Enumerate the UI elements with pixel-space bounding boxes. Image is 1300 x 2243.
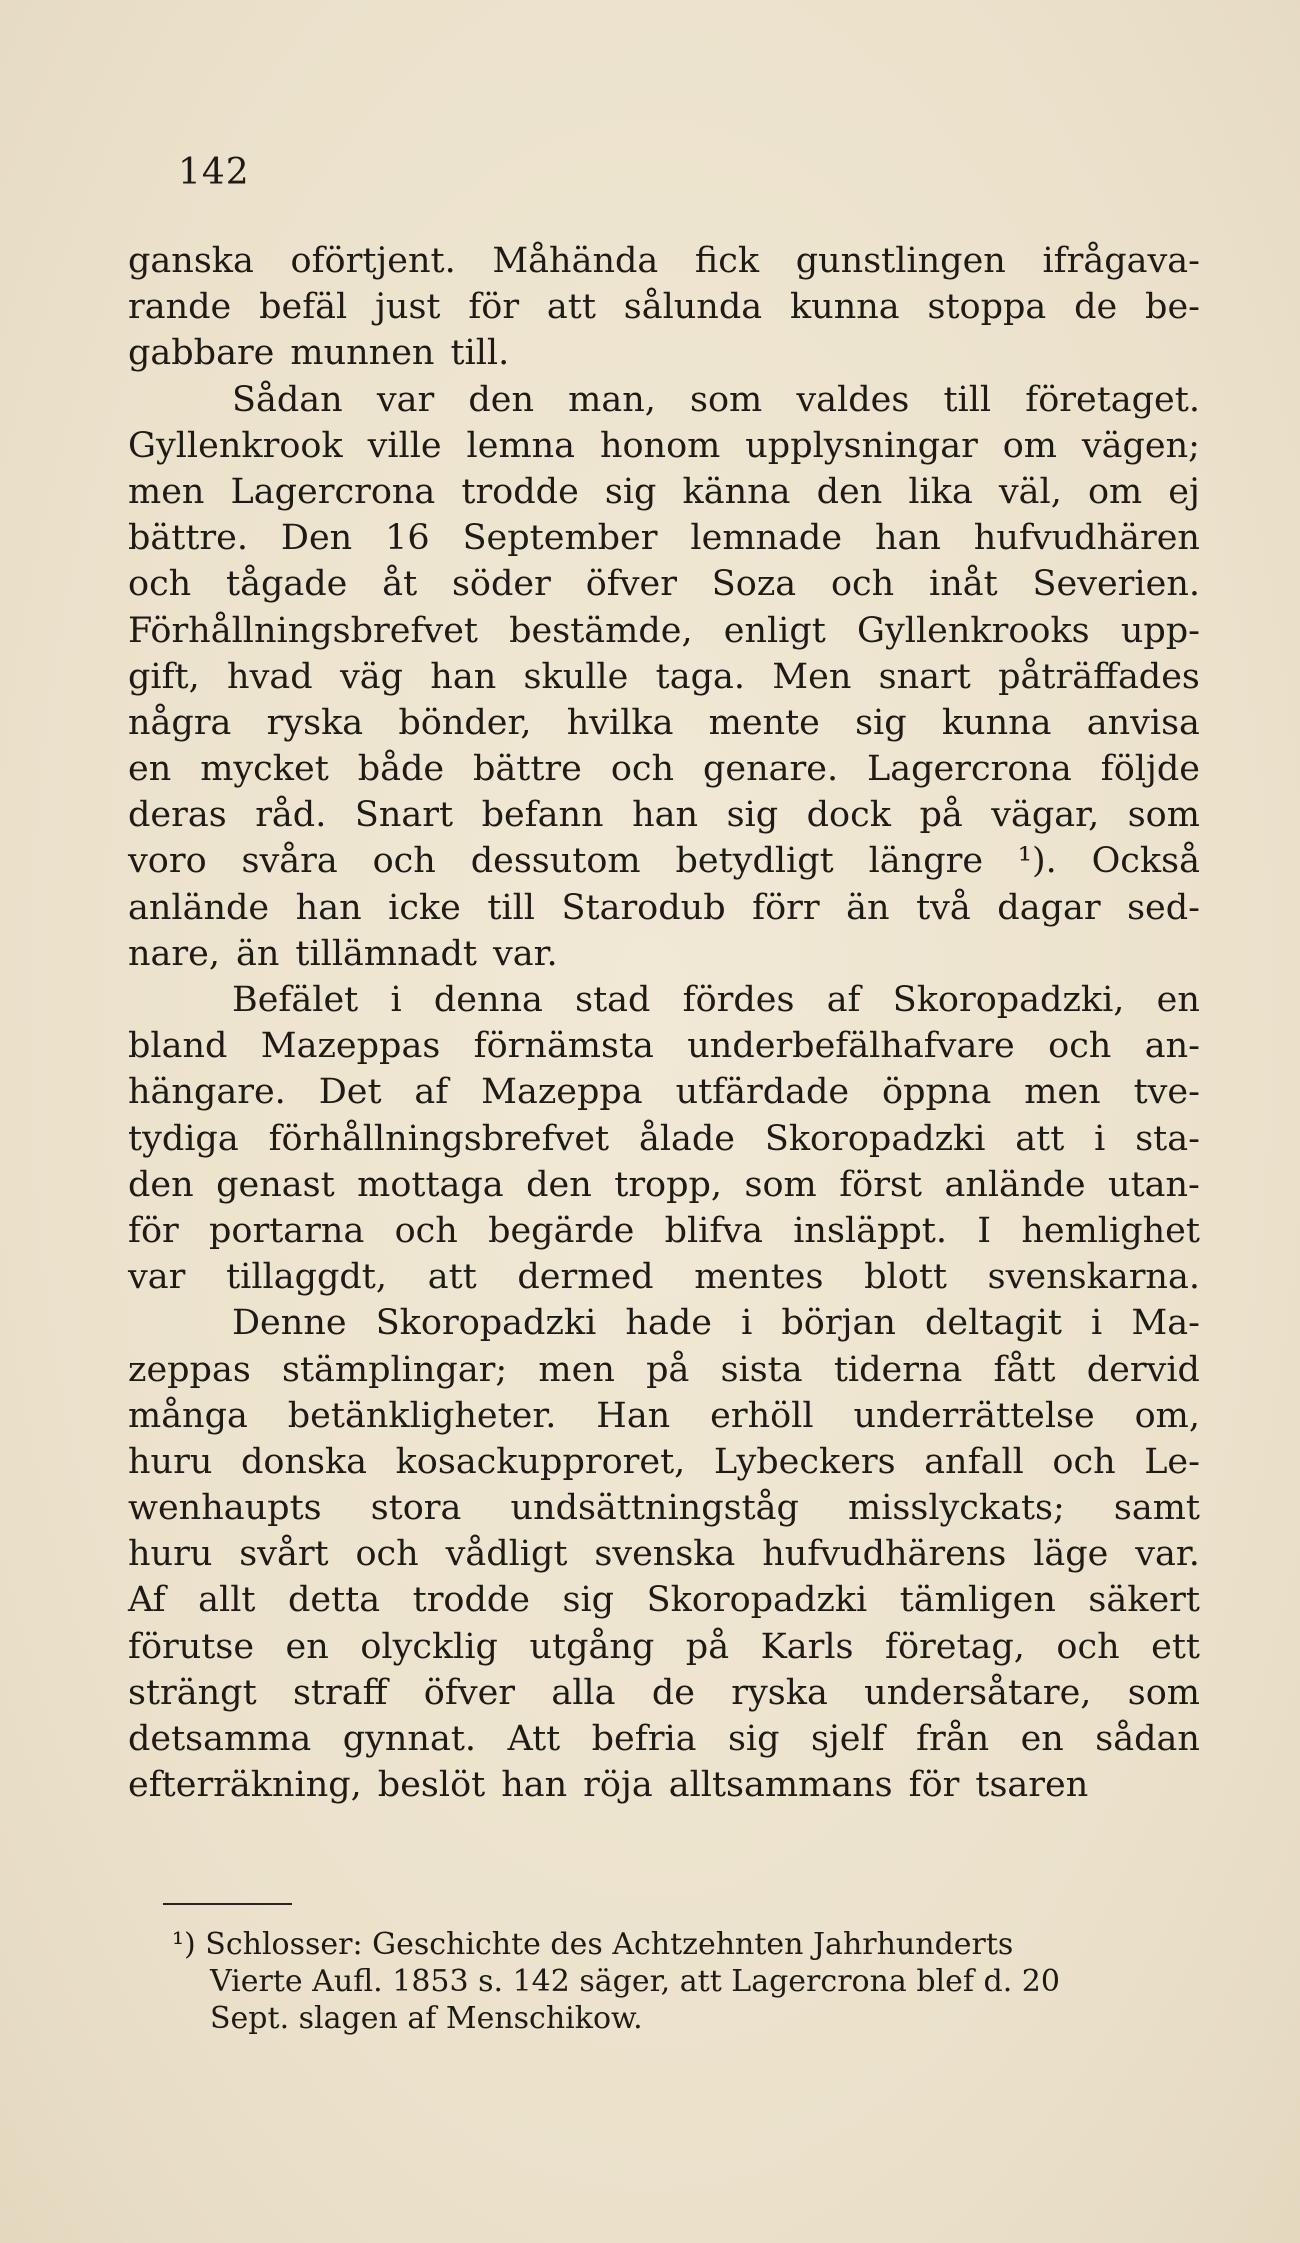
word: och xyxy=(372,841,436,882)
word: han xyxy=(874,518,941,559)
word: lemna xyxy=(466,425,576,466)
word: sålunda xyxy=(623,287,763,328)
word: stad xyxy=(575,980,651,1020)
word: var xyxy=(128,1257,186,1298)
word: hvilka xyxy=(566,702,674,743)
word: Men xyxy=(772,656,852,697)
word: de xyxy=(1074,287,1118,328)
word: men xyxy=(128,471,205,512)
text-line xyxy=(128,1069,1200,1115)
word: den xyxy=(128,1164,194,1205)
word: för xyxy=(908,1765,960,1806)
word: befria xyxy=(591,1719,697,1759)
word: om, xyxy=(1134,1395,1200,1436)
word: upplysningar xyxy=(745,425,978,466)
word: bönder, xyxy=(398,702,532,743)
word: och xyxy=(394,1210,458,1251)
word: känna xyxy=(682,471,791,512)
word: genare. xyxy=(702,749,839,790)
word: oförtjent. xyxy=(290,241,456,281)
word: vådligt xyxy=(445,1534,568,1575)
word: början xyxy=(781,1303,896,1344)
word: tillaggdt, xyxy=(226,1257,387,1298)
word: Måhända xyxy=(492,241,659,281)
word: till. xyxy=(450,333,510,374)
word: begärde xyxy=(488,1210,635,1251)
word: Den xyxy=(280,518,353,559)
word: förr xyxy=(752,887,820,928)
word: Severien. xyxy=(1032,564,1200,605)
word: blifva xyxy=(664,1210,763,1251)
word: men xyxy=(538,1349,615,1390)
word: som xyxy=(690,379,763,420)
word: några xyxy=(128,702,232,743)
word: ganska xyxy=(128,241,254,281)
text-line xyxy=(128,1300,1200,1346)
word: för xyxy=(128,1210,179,1251)
word: att xyxy=(427,1257,477,1298)
word: sig xyxy=(727,1719,780,1759)
word: hufvudhärens xyxy=(762,1534,1007,1575)
word: väl, xyxy=(998,471,1062,512)
word: detsamma xyxy=(128,1719,312,1759)
word: portarna xyxy=(209,1210,365,1251)
word: 16 xyxy=(385,518,430,559)
word: många xyxy=(128,1395,248,1436)
word: betänkligheter. xyxy=(287,1395,557,1436)
word: som xyxy=(1127,1672,1200,1713)
word: förhållningsbrefvet xyxy=(268,1118,610,1159)
word: en xyxy=(285,1626,329,1667)
word: och xyxy=(1056,1626,1120,1667)
word: sig xyxy=(604,471,657,512)
word: efterräkning, xyxy=(128,1765,362,1806)
word: ryska xyxy=(731,1672,828,1713)
text-line xyxy=(128,608,1200,654)
word: än xyxy=(846,887,890,928)
word: en xyxy=(1156,980,1200,1020)
word: både xyxy=(357,749,445,790)
word: tillämnadt xyxy=(295,933,477,974)
word: Det xyxy=(318,1072,382,1113)
text-line xyxy=(128,423,1200,469)
word: sed- xyxy=(1127,887,1200,928)
footnote-line: Sept. slagen af Menschikow. xyxy=(210,2001,643,2036)
word: anvisa xyxy=(1086,702,1200,743)
text-line xyxy=(128,1531,1200,1577)
text-line xyxy=(128,330,1200,376)
word: Också xyxy=(1091,841,1200,882)
word: honom xyxy=(599,425,721,466)
text-line xyxy=(128,977,1200,1023)
word: sista xyxy=(720,1349,803,1390)
word: bättre. xyxy=(128,518,248,559)
word: svårt xyxy=(239,1534,329,1575)
word: men xyxy=(1024,1072,1101,1113)
text-line xyxy=(128,792,1200,838)
word: anlände xyxy=(128,887,270,928)
word: förutse xyxy=(128,1626,255,1667)
word: befann xyxy=(481,795,604,836)
word: anlände xyxy=(944,1164,1086,1205)
word: insläppt. xyxy=(793,1210,947,1251)
word: I xyxy=(977,1210,992,1251)
text-line xyxy=(128,1439,1200,1485)
word: skulle xyxy=(523,656,629,697)
text-line xyxy=(128,1347,1200,1393)
word: huru xyxy=(128,1441,213,1482)
text-line xyxy=(128,1485,1200,1531)
word: donska xyxy=(240,1441,367,1482)
word: och xyxy=(355,1534,419,1575)
word: svenska xyxy=(594,1534,736,1575)
word: dervid xyxy=(1086,1349,1200,1390)
word: wenhaupts xyxy=(128,1488,322,1529)
word: man, xyxy=(568,379,656,420)
text-line xyxy=(128,1023,1200,1069)
text-line xyxy=(128,469,1200,515)
word: och xyxy=(1052,1441,1116,1482)
word: gift, xyxy=(128,656,200,697)
word: bestämde, xyxy=(509,610,693,651)
word: från xyxy=(916,1719,990,1759)
word: den xyxy=(526,1164,592,1205)
word: kosackupproret, xyxy=(395,1441,686,1482)
text-line xyxy=(128,1624,1200,1670)
word: företaget. xyxy=(1025,379,1200,420)
word: stora xyxy=(370,1488,462,1529)
word: han xyxy=(430,656,497,697)
footnote-line: Vierte Aufl. 1853 s. 142 säger, att Lagercrona blef d. 20 xyxy=(210,1964,1060,1999)
word: utgång xyxy=(529,1626,655,1667)
word: befäl xyxy=(259,287,348,328)
word: mottaga xyxy=(357,1164,504,1205)
word: kunna xyxy=(789,287,900,328)
word: var. xyxy=(493,933,558,974)
word: i xyxy=(1091,1303,1103,1344)
word: utfärdade xyxy=(675,1072,850,1113)
word: vägen; xyxy=(1081,425,1200,466)
word: till xyxy=(487,887,536,928)
word: att xyxy=(546,287,596,328)
text-line xyxy=(128,561,1200,607)
word: trodde xyxy=(412,1580,531,1621)
word: Lagercrona xyxy=(867,749,1072,790)
word: fördes xyxy=(682,980,795,1020)
word: kunna xyxy=(941,702,1052,743)
word: Skoropadzki, xyxy=(892,980,1125,1020)
text-line xyxy=(128,1162,1200,1208)
word: Gyllenkrooks xyxy=(857,610,1090,651)
text-line xyxy=(128,654,1200,700)
text-line xyxy=(128,1577,1200,1623)
word: hemlighet xyxy=(1021,1210,1200,1251)
word: svåra xyxy=(241,841,338,882)
word: i xyxy=(741,1303,753,1344)
word: mentes xyxy=(694,1257,824,1298)
word: blott xyxy=(864,1257,947,1298)
word: tropp, xyxy=(614,1164,723,1205)
word: om xyxy=(1087,471,1143,512)
word: och xyxy=(830,564,895,605)
word: deras xyxy=(128,795,227,836)
word: sig xyxy=(562,1580,615,1621)
word: de xyxy=(651,1672,695,1713)
word: fick xyxy=(694,241,760,281)
word: munnen xyxy=(290,333,435,374)
text-line xyxy=(128,700,1200,746)
word: råd. xyxy=(255,795,327,836)
word: lemnade xyxy=(690,518,843,559)
word: ryska xyxy=(266,702,364,743)
word: ¹). xyxy=(1017,841,1057,882)
word: var xyxy=(376,379,435,420)
word: längre xyxy=(868,841,984,882)
text-line xyxy=(128,284,1200,330)
word: lika xyxy=(908,471,973,512)
word: tydiga xyxy=(128,1118,239,1159)
word: på xyxy=(919,795,963,836)
word: för xyxy=(468,287,520,328)
word: Le- xyxy=(1144,1441,1200,1482)
word: just xyxy=(375,287,441,328)
word: stoppa xyxy=(927,287,1047,328)
word: zeppas xyxy=(128,1349,251,1390)
word: icke xyxy=(388,887,461,928)
word: hvad xyxy=(227,656,313,697)
word: tve- xyxy=(1133,1072,1200,1113)
word: af xyxy=(826,980,861,1020)
word: anfall xyxy=(924,1441,1024,1482)
word: han xyxy=(295,887,362,928)
word: Han xyxy=(596,1395,671,1436)
word: sjelf xyxy=(810,1719,885,1759)
word: trodde xyxy=(461,471,579,512)
word: tågade xyxy=(226,564,348,605)
word: följde xyxy=(1100,749,1200,790)
word: strängt xyxy=(128,1672,257,1713)
word: väg xyxy=(339,656,403,697)
text-line xyxy=(128,515,1200,561)
word: en xyxy=(128,749,172,790)
word: som xyxy=(744,1164,817,1205)
word: mycket xyxy=(200,749,329,790)
word: undersåtare, xyxy=(864,1672,1092,1713)
word: Mazeppas xyxy=(260,1026,441,1067)
word: till xyxy=(943,379,992,420)
word: Af xyxy=(128,1580,166,1621)
word: dock xyxy=(806,795,891,836)
word: svenskarna. xyxy=(987,1257,1200,1298)
word: gunstlingen xyxy=(795,241,1006,281)
word: vägar, xyxy=(991,795,1100,836)
word: Förhållningsbrefvet xyxy=(128,610,478,651)
word: beslöt xyxy=(377,1765,486,1806)
word: röja xyxy=(583,1765,653,1806)
word: valdes xyxy=(796,379,910,420)
word: samt xyxy=(1113,1488,1200,1529)
word: och xyxy=(128,564,192,605)
word: Skoropadzki xyxy=(764,1118,986,1159)
word: företag, xyxy=(884,1626,1025,1667)
word: Sådan xyxy=(232,379,343,420)
text-line xyxy=(128,1208,1200,1254)
word: dagar xyxy=(997,887,1101,928)
word: af xyxy=(414,1072,449,1113)
text-line xyxy=(128,1254,1200,1300)
word: bättre xyxy=(473,749,582,790)
footnote-divider xyxy=(163,1903,292,1905)
word: var. xyxy=(1135,1534,1200,1575)
word: att xyxy=(1015,1118,1065,1159)
text-line xyxy=(128,1116,1200,1162)
word: snart xyxy=(878,656,971,697)
word: hufvudhären xyxy=(973,518,1200,559)
word: betydligt xyxy=(675,841,834,882)
word: på xyxy=(646,1349,690,1390)
word: ifrågava- xyxy=(1042,241,1200,281)
text-line xyxy=(128,1716,1200,1762)
word: Befälet xyxy=(232,980,359,1020)
word: Starodub xyxy=(561,887,726,928)
word: en xyxy=(1020,1719,1064,1759)
word: den xyxy=(816,471,883,512)
word: åt xyxy=(382,564,418,605)
text-line xyxy=(128,1670,1200,1716)
word: två xyxy=(916,887,971,928)
word: Denne xyxy=(232,1303,347,1344)
word: Ma- xyxy=(1131,1303,1200,1344)
word: öppna xyxy=(882,1072,992,1113)
word: öfver xyxy=(423,1672,516,1713)
word: tsaren xyxy=(975,1765,1089,1806)
word: Lagercrona xyxy=(230,471,436,512)
word: han xyxy=(501,1765,568,1806)
word: huru xyxy=(128,1534,213,1575)
footnotes xyxy=(172,1926,1182,2037)
word: an- xyxy=(1144,1026,1200,1067)
word: som xyxy=(1127,795,1200,836)
word: öfver xyxy=(585,564,677,605)
word: Karls xyxy=(760,1626,854,1667)
word: tämligen xyxy=(899,1580,1056,1621)
word: dessutom xyxy=(470,841,641,882)
word: först xyxy=(839,1164,922,1205)
word: hade xyxy=(625,1303,712,1344)
word: Lybeckers xyxy=(713,1441,896,1482)
word: och xyxy=(1048,1026,1112,1067)
text-line xyxy=(128,238,1200,284)
word: Soza xyxy=(711,564,797,605)
word: och xyxy=(610,749,675,790)
word: deltagit xyxy=(925,1303,1062,1344)
word: ålade xyxy=(638,1118,736,1159)
word: denna xyxy=(433,980,543,1020)
word: alla xyxy=(551,1672,616,1713)
footnote-line: ¹) Schlosser: Geschichte des Achtzehnten Jahrhunderts xyxy=(172,1927,1014,1962)
word: Mazeppa xyxy=(481,1072,643,1113)
word: be- xyxy=(1145,287,1200,328)
text-line xyxy=(128,885,1200,931)
word: i xyxy=(390,980,402,1020)
word: sta- xyxy=(1135,1118,1200,1159)
word: säkert xyxy=(1088,1580,1200,1621)
word: än xyxy=(235,933,280,974)
word: utan- xyxy=(1108,1164,1200,1205)
word: underbefälhafvare xyxy=(687,1026,1015,1067)
word: ville xyxy=(367,425,442,466)
text-line xyxy=(128,1393,1200,1439)
word: detta xyxy=(287,1580,381,1621)
body-text xyxy=(128,238,1200,1808)
word: sig xyxy=(726,795,779,836)
word: taga. xyxy=(655,656,745,697)
word: ej xyxy=(1168,471,1200,512)
text-line xyxy=(128,1762,1200,1808)
word: Skoropadzki xyxy=(646,1580,868,1621)
text-line xyxy=(128,377,1200,423)
word: tiderna xyxy=(833,1349,963,1390)
word: inåt xyxy=(929,564,998,605)
word: dermed xyxy=(517,1257,654,1298)
word: den xyxy=(468,379,534,420)
page-number: 142 xyxy=(178,152,250,193)
word: nare, xyxy=(128,933,220,974)
word: genast xyxy=(216,1164,335,1205)
word: gabbare xyxy=(128,333,275,374)
word: misslyckats; xyxy=(848,1488,1065,1529)
word: påträffades xyxy=(998,656,1200,697)
word: han xyxy=(632,795,699,836)
word: förnämsta xyxy=(473,1026,654,1067)
word: fått xyxy=(993,1349,1056,1390)
text-line xyxy=(128,931,1200,977)
word: Gyllenkrook xyxy=(128,425,343,466)
word: stämplingar; xyxy=(282,1349,508,1390)
word: enligt xyxy=(723,610,826,651)
word: hängare. xyxy=(128,1072,286,1113)
word: olycklig xyxy=(360,1626,498,1667)
word: alltsammans xyxy=(668,1765,893,1806)
word: gynnat. xyxy=(342,1719,477,1759)
word: Att xyxy=(507,1719,561,1759)
word: läge xyxy=(1033,1534,1109,1575)
text-line xyxy=(128,746,1200,792)
word: sådan xyxy=(1095,1719,1200,1759)
word: allt xyxy=(198,1580,256,1621)
word: om xyxy=(1002,425,1057,466)
word: i xyxy=(1094,1118,1106,1159)
word: straff xyxy=(292,1672,388,1713)
word: Snart xyxy=(354,795,454,836)
word: rande xyxy=(128,287,232,328)
word: ett xyxy=(1151,1626,1200,1667)
word: upp- xyxy=(1120,610,1200,651)
word: på xyxy=(685,1626,730,1667)
word: söder xyxy=(451,564,551,605)
word: underrättelse xyxy=(853,1395,1095,1436)
word: undsättningståg xyxy=(510,1488,799,1529)
word: voro xyxy=(128,841,207,882)
word: Skoropadzki xyxy=(375,1303,597,1344)
word: erhöll xyxy=(710,1395,814,1436)
word: sig xyxy=(855,702,907,743)
text-line xyxy=(128,838,1200,884)
word: September xyxy=(462,518,658,559)
word: mente xyxy=(708,702,820,743)
word: bland xyxy=(128,1026,228,1067)
